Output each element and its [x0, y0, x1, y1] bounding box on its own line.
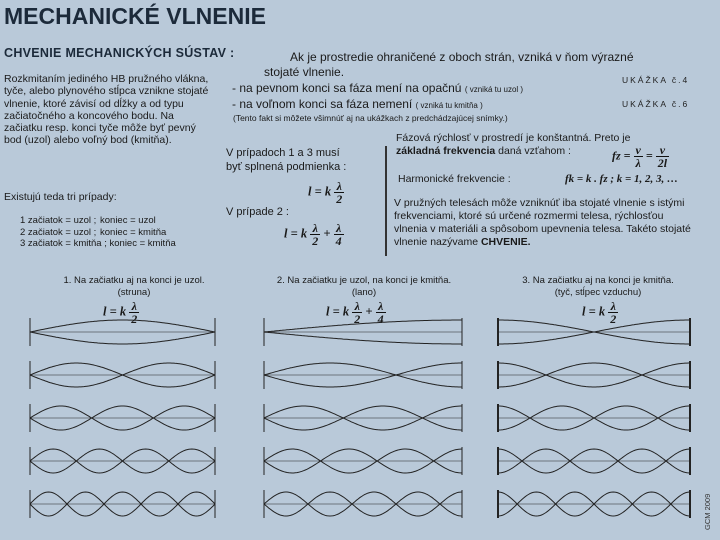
wave-envelope-upper — [264, 320, 462, 332]
divider — [384, 146, 388, 256]
standing-wave-diagrams — [0, 318, 720, 536]
wave-envelope-upper — [30, 320, 215, 332]
credit-text: GCM 2009 — [703, 493, 712, 530]
fundamental-frequency-formula: fz = $\frac{v}{\lambda}$ = $\frac{v}{2l}$ — [612, 143, 668, 170]
condition-cases-1-3: V prípadoch 1 a 3 musí byť splnená podmienka : — [226, 147, 347, 173]
rule-fixed-note: ( vzniká tu uzol ) — [464, 85, 524, 94]
case-item-2: 2 začiatok = uzol ; koniec = kmitňa — [20, 226, 167, 238]
column-3-formula: l = k $\frac{\lambda}{2}$ — [582, 299, 617, 326]
column-1-formula: l = k $\frac{\lambda}{2}$ — [103, 299, 138, 326]
intro-line-1: Ak je prostredie ohraničené z oboch strán, vzniká v ňom výrazné — [290, 50, 634, 64]
elastic-bodies-text: V pružných telesách môže vzniknúť iba stojaté vlnenie s istými frekvenciami, ktoré sú určené rozmermi telesa, rýchlosťou vlnenia v materiáli a spôsobom upevnenia telesa. Takéto stojaté vlnenie nazývame CHVENIE. — [394, 197, 691, 248]
formula-cases-1-3: l = k $\frac{\lambda}{2}$ — [308, 179, 343, 206]
formula-case-2: l = k $\frac{\lambda}{2}$ + $\frac{\lambda}{4}$ — [284, 221, 342, 248]
rule-free-end — [232, 97, 483, 113]
intro-line-2: stojaté vlnenie. — [264, 65, 345, 79]
harmonic-label: Harmonické frekvencie : — [398, 173, 511, 185]
cases-title: Existujú teda tri prípady: — [4, 191, 117, 203]
case-item-1: 1 začiatok = uzol ; koniec = uzol — [20, 215, 156, 226]
column-3-header: 3. Na začiatku aj na konci je kmitňa. (tyč, stĺpec vzduchu) — [522, 275, 674, 298]
case-item-3: 3 začiatok = kmitňa ; koniec = kmitňa — [20, 238, 176, 249]
harmonic-formula: fk = k . fz ; k = 1, 2, 3, … — [565, 173, 679, 185]
demo-link-4[interactable]: UKÁŽKA č.4 — [622, 75, 690, 85]
wave-envelope-lower — [264, 332, 462, 344]
column-2-header: 2. Na začiatku je uzol, na konci je kmitňa. (lano) — [276, 275, 452, 298]
rule-free-text: - na voľnom konci sa fáza nemení — [232, 97, 413, 111]
cases-list — [20, 215, 176, 250]
condition-case-2: V prípade 2 : — [226, 206, 289, 218]
phase-velocity-text: Fázová rýchlosť v prostredí je konštantná. Preto je základná frekvencia daná vzťahom : — [396, 132, 631, 157]
demo-link-6[interactable]: UKÁŽKA č.6 — [622, 99, 690, 109]
intro-note: (Tento fakt si môžete všimnúť aj na ukážkach z predchádzajúcej snímky.) — [233, 113, 508, 123]
rule-fixed-end — [232, 81, 523, 97]
rule-free-note: ( vzniká tu kmitňa ) — [415, 101, 483, 110]
page-title: MECHANICKÉ VLNENIE — [4, 3, 266, 29]
wave-envelope-lower — [30, 332, 215, 344]
left-description: Rozkmitaním jediného HB pružného vlákna, tyče, alebo plynového stĺpca vznikne stojaté vlnenie, ktoré závisí od dĺžky a od typu začiatočného a koncového bodu. Na začiatku resp. konci tyče môže byť pevný bod (uzol) alebo voľný bod (kmitňa). — [4, 73, 209, 147]
section-subtitle: CHVENIE MECHANICKÝCH SÚSTAV : — [4, 46, 235, 60]
column-2-formula: l = k $\frac{\lambda}{2}$ + $\frac{\lambda}{4}$ — [326, 299, 384, 326]
rule-fixed-text: - na pevnom konci sa fáza mení na opačnú — [232, 81, 462, 95]
column-1-header: 1. Na začiatku aj na konci je uzol. (struna) — [63, 275, 205, 298]
